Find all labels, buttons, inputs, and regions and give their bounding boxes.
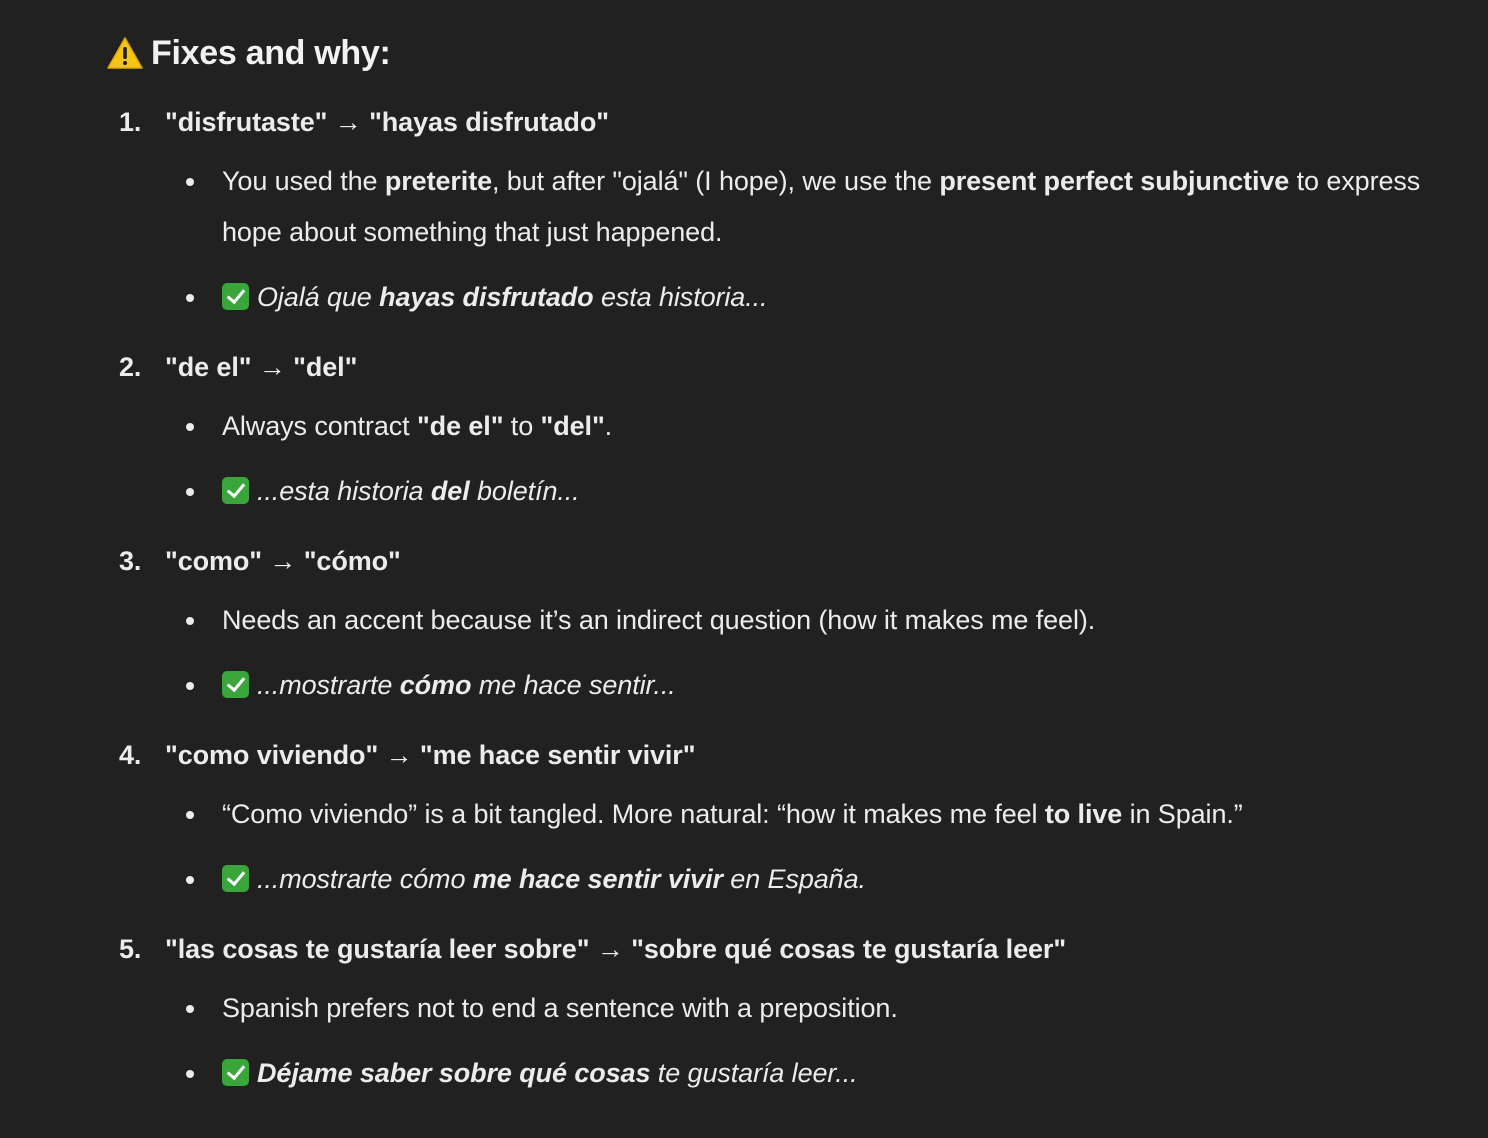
fix-item [107, 541, 1447, 711]
check-mark-icon [222, 477, 249, 504]
fix-example [107, 466, 1447, 517]
example-text: me hace sentir... [471, 670, 676, 700]
check-mark-icon [222, 1059, 249, 1086]
explanation-emphasis: present perfect subjunctive [939, 166, 1290, 196]
fix-details [107, 983, 1447, 1099]
fix-corrected: "cómo" [303, 546, 401, 576]
arrow-icon: → [385, 740, 413, 770]
fix-original: "como viviendo" [165, 740, 379, 770]
fix-details [107, 789, 1447, 905]
fix-example [107, 854, 1447, 905]
fix-explanation [107, 983, 1447, 1034]
fix-item [107, 102, 1447, 323]
check-mark-icon [222, 283, 249, 310]
example-emphasis: me hace sentir vivir [472, 864, 723, 894]
fix-original: "de el" [165, 352, 252, 382]
section-heading-text: Fixes and why: [151, 34, 391, 72]
fix-explanation [107, 789, 1447, 840]
example-text: en España. [722, 864, 866, 894]
explanation-text: Always contract [222, 411, 417, 441]
fix-details [107, 401, 1447, 517]
check-mark-icon [222, 865, 249, 892]
check-mark-icon [222, 671, 249, 698]
fix-number: 1. [119, 107, 142, 137]
example-text: ...esta historia [257, 476, 431, 506]
fix-corrected: "sobre qué cosas te gustaría leer" [631, 934, 1067, 964]
arrow-icon: → [269, 546, 297, 576]
explanation-emphasis: "del" [540, 411, 605, 441]
fix-heading [107, 102, 1447, 142]
explanation-text: to [503, 411, 541, 441]
fix-number: 3. [119, 546, 142, 576]
example-emphasis: del [430, 476, 470, 506]
fix-original: "disfrutaste" [165, 107, 328, 137]
explanation-emphasis: "de el" [416, 411, 504, 441]
warning-icon [107, 37, 143, 69]
arrow-icon: → [596, 934, 624, 964]
fix-corrected: "hayas disfrutado" [369, 107, 609, 137]
fix-details [107, 595, 1447, 711]
example-text: ...mostrarte cómo [257, 864, 473, 894]
fix-number: 4. [119, 740, 142, 770]
explanation-text: Spanish prefers not to end a sentence with a preposition. [222, 993, 898, 1023]
fix-item [107, 929, 1447, 1099]
example-text: esta historia... [593, 282, 768, 312]
explanation-text: , but after "ojalá" (I hope), we use the [492, 166, 940, 196]
section-heading [107, 28, 1447, 78]
message-content [107, 28, 1447, 1099]
fix-corrected: "del" [293, 352, 358, 382]
example-text: boletín... [469, 476, 580, 506]
explanation-text: . [604, 411, 613, 441]
fix-explanation [107, 156, 1447, 258]
explanation-emphasis: to live [1044, 799, 1123, 829]
fix-example [107, 660, 1447, 711]
explanation-text: Needs an accent because it’s an indirect question (how it makes me feel). [222, 605, 1096, 635]
fix-example [107, 272, 1447, 323]
explanation-text: to express hope about something that just happened. [222, 166, 1421, 247]
example-emphasis: cómo [399, 670, 472, 700]
fix-explanation [107, 595, 1447, 646]
example-text: Ojalá que [257, 282, 380, 312]
fix-heading [107, 735, 1447, 775]
fix-original: "como" [165, 546, 263, 576]
fix-heading [107, 541, 1447, 581]
example-text: te gustaría leer... [650, 1058, 858, 1088]
fix-original: "las cosas te gustaría leer sobre" [165, 934, 590, 964]
fix-item [107, 347, 1447, 517]
fix-number: 5. [119, 934, 142, 964]
fix-heading [107, 929, 1447, 969]
arrow-icon: → [334, 107, 362, 137]
fix-corrected: "me hace sentir vivir" [419, 740, 696, 770]
example-text: ...mostrarte [257, 670, 400, 700]
explanation-text: in Spain.” [1122, 799, 1243, 829]
explanation-text: You used the [222, 166, 385, 196]
fix-heading [107, 347, 1447, 387]
fix-item [107, 735, 1447, 905]
example-emphasis: Déjame saber sobre qué cosas [257, 1058, 651, 1088]
fix-list [107, 102, 1447, 1099]
fix-example [107, 1048, 1447, 1099]
arrow-icon: → [258, 352, 286, 382]
fix-number: 2. [119, 352, 142, 382]
explanation-emphasis: preterite [384, 166, 492, 196]
fix-explanation [107, 401, 1447, 452]
example-emphasis: hayas disfrutado [379, 282, 594, 312]
explanation-text: “Como viviendo” is a bit tangled. More natural: “how it makes me feel [222, 799, 1045, 829]
fix-details [107, 156, 1447, 323]
